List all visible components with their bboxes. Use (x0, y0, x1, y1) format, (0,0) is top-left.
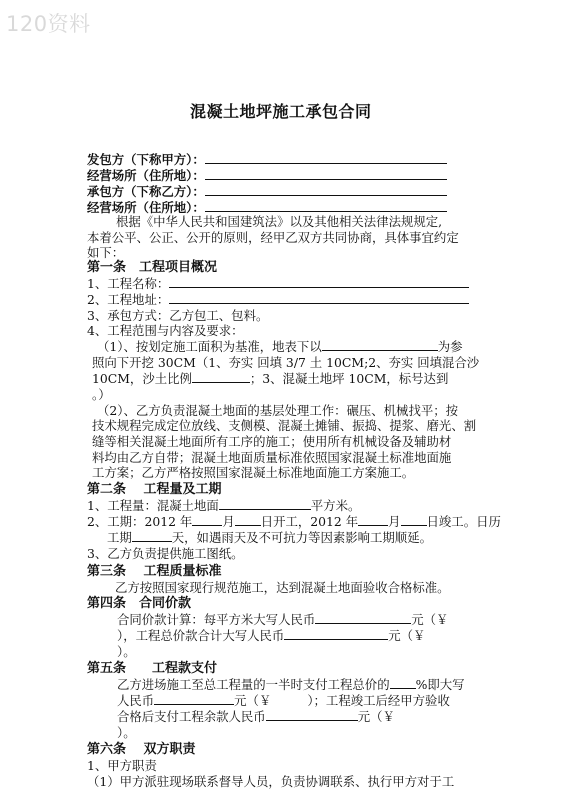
article-item: 3、承包方式：乙方包工、包料。 (87, 308, 269, 323)
article-heading: 第三条 工程质量标准 (87, 564, 222, 579)
article-heading: 第四条 合同价款 (87, 596, 192, 611)
article-item: 合同价款计算：每平方米大写人民币 元（￥ (117, 612, 449, 627)
article-item: 3、乙方负责提供施工图纸。 (87, 546, 244, 561)
article-heading: 第二条 工程量及工期 (87, 482, 222, 497)
article-item: （1）、按划定施工面积为基准，地表下以 为参 (97, 339, 463, 354)
article-item: （1）甲方派驻现场联系督导人员，负责协调联系、执行甲方对于工 (87, 774, 455, 789)
preamble-line: 根据《中华人民共和国建筑法》以及其他相关法律法规规定, (116, 214, 443, 229)
article-heading: 第五条 工程款支付 (87, 661, 218, 676)
article-item: 技术规程完成定位放线、支侧模、混凝土摊铺、振捣、提浆、磨光、割 (92, 418, 477, 433)
article-item: 缝等相关混凝土地面所有工序的施工；使用所有机械设备及辅助材 (92, 434, 452, 449)
article-item: 2、工程地址： (87, 292, 469, 308)
article-item: 10CM，沙土比例 ；3、混凝土地坪 10CM，标号达到 (92, 371, 449, 386)
preamble-line: 本着公平、公正、公开的原则，经甲乙双方共同协商，具体事宜约定 (87, 230, 459, 245)
article-item: ）。 (117, 725, 136, 740)
article-item: 。） (92, 387, 111, 402)
article-item: ），工程总价款合计大写人民币 元（￥ (117, 628, 426, 643)
article-item: 工方案；乙方严格按照国家混凝土标准地面施工方案施工。 (92, 465, 415, 480)
article-item: 工期 天，如遇雨天及不可抗力等因素影响工期顺延。 (107, 530, 432, 545)
article-item: 乙方进场施工至总工程量的一半时支付工程总价的 %即大写 (117, 677, 465, 692)
article-item: 照向下开挖 30CM（1、夯实 回填 3/7 土 10CM;2、夯实 回填混合沙 (92, 355, 480, 370)
article-item: 1、工程量：混凝土地面 平方米。 (87, 498, 361, 513)
article-item: 4、工程范围与内容及要求： (87, 323, 244, 338)
article-item: 料均由乙方自带；混凝土地面质量标准依照国家混凝土标准地面施 (92, 450, 452, 465)
article-heading: 第一条 工程项目概况 (87, 260, 218, 275)
article-item: ）。 (117, 644, 136, 659)
article-item: 1、甲方职责 (87, 758, 157, 773)
article-item: 人民币 元（￥ ）；工程竣工后经甲方验收 (117, 693, 450, 708)
page-title: 混凝土地坪施工承包合同 (190, 102, 372, 121)
party-line: 发包方（下称甲方）： (87, 152, 447, 168)
article-heading: 第六条 双方职责 (87, 742, 196, 757)
article-item: 2、工期：2012 年 月 日开工，2012 年 月 日竣工。日历 (87, 514, 501, 529)
article-item: 合格后支付工程余款人民币 元（￥ (117, 709, 395, 724)
article-item: 乙方按照国家现行规范施工，达到混凝土地面验收合格标准。 (115, 580, 450, 595)
watermark: 120资料 (6, 12, 91, 36)
article-item: （2）、乙方负责混凝土地面的基层处理工作：碾压、机械找平；按 (97, 403, 459, 418)
party-line: 经营场所（住所地）： (87, 200, 447, 216)
party-line: 承包方（下称乙方）： (87, 184, 447, 200)
preamble-line: 如下： (87, 245, 125, 260)
party-line: 经营场所（住所地）： (87, 168, 447, 184)
article-item: 1、工程名称： (87, 276, 469, 292)
